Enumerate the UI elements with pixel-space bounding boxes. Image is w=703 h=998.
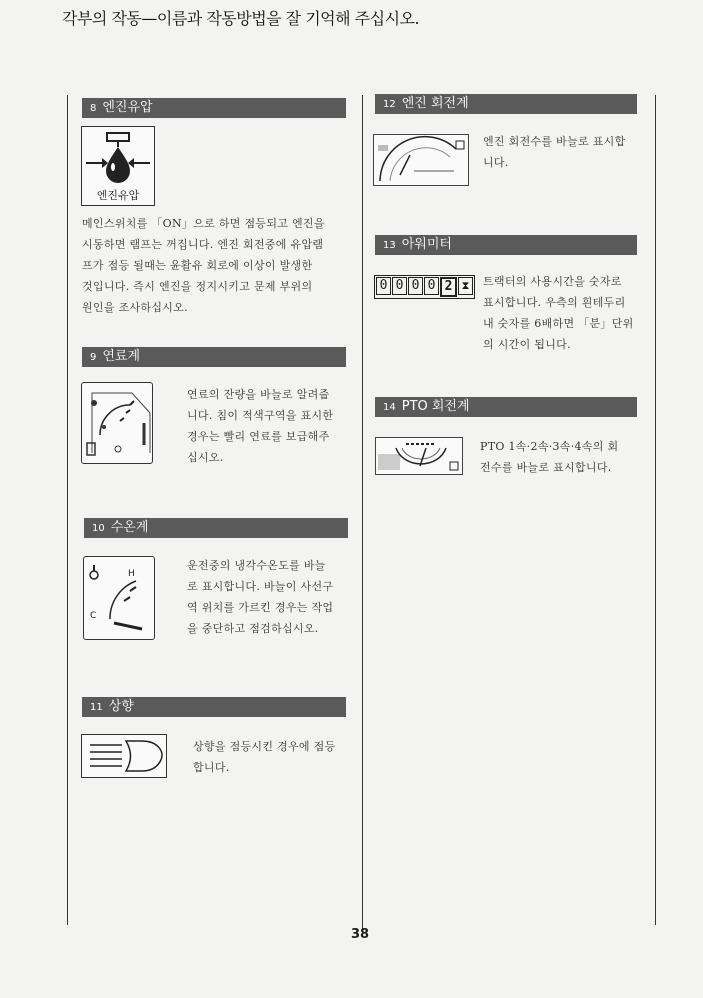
text-line: PTO 1속·2속·3속·4속의 회 (480, 440, 619, 453)
text-line: 전수를 바늘로 표시합니다. (480, 461, 612, 474)
hour-meter-digit: 2 (440, 277, 457, 297)
gauge-cold-label: C (90, 611, 97, 621)
text-line: 을 중단하고 점검하십시오. (187, 622, 319, 635)
text-line: 트랙터의 사용시간을 숫자로 (483, 275, 622, 288)
section-14-title: PTO 회전계 (401, 399, 470, 414)
text-line: 의 시간이 됩니다. (483, 338, 571, 351)
hour-meter-digit: 0 (376, 277, 391, 295)
text-line: 십시오. (187, 451, 224, 464)
fuel-gauge-icon (81, 382, 153, 464)
section-11-header (82, 697, 346, 717)
high-beam-icon (81, 734, 167, 778)
fuel-gauge-dial-icon (82, 383, 152, 463)
left-border-line (67, 95, 68, 925)
section-11-text (193, 736, 353, 778)
text-line: 원인을 조사하십시오. (82, 301, 188, 314)
text-line: 표시합니다. 우측의 흰테두리 (483, 296, 626, 309)
text-line: 운전중의 냉각수온도를 바늘 (187, 559, 326, 572)
section-10-header (84, 518, 348, 538)
hourglass-icon: ⧗ (458, 277, 473, 295)
oil-pressure-icon-label: 엔진유압 (96, 189, 140, 202)
page-title: 각부의 작동—이름과 작동방법을 잘 기억해 주십시오. (62, 9, 420, 28)
right-border-line (655, 95, 656, 925)
text-line: 역 위치를 가르킨 경우는 작업 (187, 601, 334, 614)
pto-tachometer-icon (375, 437, 463, 475)
section-12-text (483, 131, 643, 173)
section-13-number: 13 (383, 240, 396, 251)
section-12-header (375, 94, 637, 114)
section-8-number: 8 (90, 103, 97, 114)
text-line: 연료의 잔량을 바늘로 알려줍 (187, 388, 330, 401)
section-13-header (375, 235, 637, 255)
text-line: 것입니다. 즉시 엔진을 정지시키고 문제 부위의 (82, 280, 313, 293)
pto-gauge-dial-icon (376, 438, 462, 474)
tachometer-dial-icon (374, 135, 468, 185)
hour-meter-digit: 0 (408, 277, 423, 295)
text-line: 엔진 회전수를 바늘로 표시합 (483, 135, 626, 148)
section-8-title: 엔진유압 (102, 100, 153, 115)
section-10-text (187, 555, 352, 639)
section-11-title: 상향 (108, 699, 134, 714)
text-line: 합니다. (193, 761, 230, 774)
text-line: 로 표시합니다. 바늘이 사선구 (187, 580, 334, 593)
headlight-icon (82, 735, 166, 777)
section-14-header (375, 397, 637, 417)
section-11-number: 11 (90, 702, 103, 713)
section-9-title: 연료계 (102, 349, 141, 364)
text-line: 니다. 침이 적색구역을 표시한 (187, 409, 334, 422)
section-10-title: 수온계 (110, 520, 149, 535)
section-8-text (82, 213, 352, 318)
text-line: 상향을 점등시킨 경우에 점등 (193, 740, 336, 753)
temperature-gauge-dial-icon (84, 557, 154, 639)
section-14-text (480, 436, 645, 478)
page-number: 38 (350, 927, 370, 942)
section-14-number: 14 (383, 402, 396, 413)
section-12-number: 12 (383, 99, 396, 110)
oil-can-icon (82, 127, 154, 183)
hour-meter-display (374, 275, 475, 299)
water-temperature-icon (83, 556, 155, 640)
section-12-title: 엔진 회전계 (401, 96, 469, 111)
section-9-text (187, 384, 352, 468)
text-line: 니다. (483, 156, 509, 169)
section-9-number: 9 (90, 352, 97, 363)
hour-meter-digit: 0 (424, 277, 439, 295)
section-13-title: 아워미터 (401, 237, 452, 252)
gauge-hot-label: H (128, 569, 135, 579)
text-line: 메인스위치를 「ON」으로 하면 점등되고 엔진을 (82, 217, 325, 230)
hour-meter-digit: 0 (392, 277, 407, 295)
center-divider (362, 95, 363, 930)
oil-pressure-icon (81, 126, 155, 206)
section-13-text (483, 271, 643, 355)
text-line: 경우는 빨리 연료를 보급해주 (187, 430, 330, 443)
text-line: 프가 점등 될때는 윤활유 회로에 이상이 발생한 (82, 259, 313, 272)
text-line: 내 숫자를 6배하면 「분」단위 (483, 317, 634, 330)
section-10-number: 10 (92, 523, 105, 534)
text-line: 시동하면 램프는 꺼집니다. 엔진 회전중에 유압램 (82, 238, 324, 251)
section-9-header (82, 347, 346, 367)
tachometer-icon (373, 134, 469, 186)
section-8-header (82, 98, 346, 118)
